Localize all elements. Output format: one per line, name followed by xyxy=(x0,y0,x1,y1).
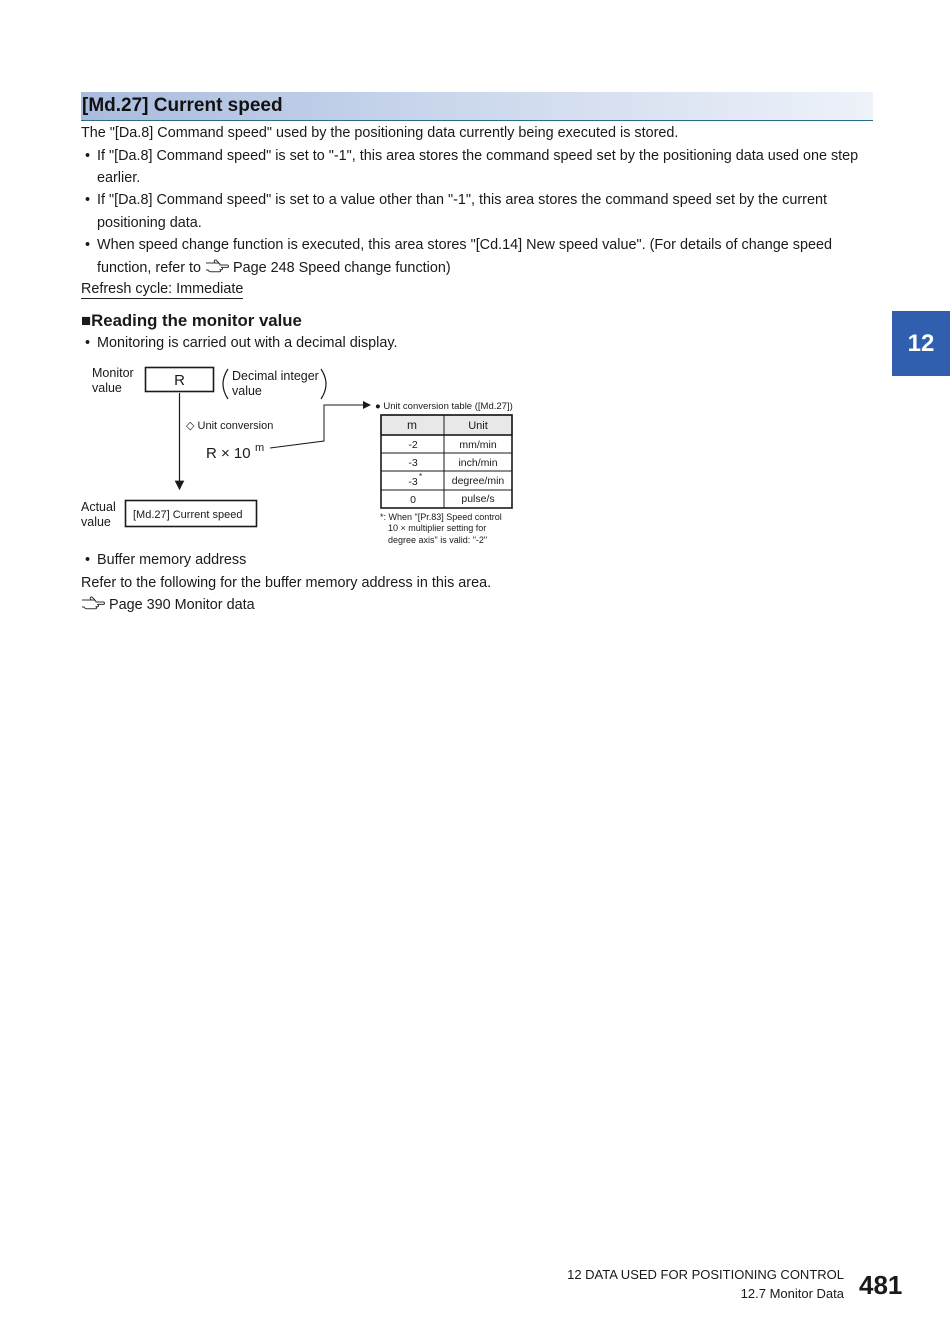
table-header-unit: Unit xyxy=(468,420,488,432)
table-footnote-3: degree axis" is valid: "-2" xyxy=(388,535,488,545)
unit-conversion-table xyxy=(381,415,512,508)
bullet-marker: • xyxy=(85,237,91,253)
bullet-1-line-2: earlier. xyxy=(97,170,141,186)
footer-chapter: 12 DATA USED FOR POSITIONING CONTROL xyxy=(567,1267,844,1282)
refresh-cycle: Refresh cycle: Immediate xyxy=(81,281,244,297)
actual-value-label-1: Actual xyxy=(81,500,116,514)
monitor-value-label-2: value xyxy=(92,381,122,395)
bullet-marker: • xyxy=(85,148,91,164)
bullet-marker: • xyxy=(85,192,91,208)
formula-exponent: m xyxy=(255,442,265,454)
monitoring-bullet: Monitoring is carried out with a decimal display. xyxy=(97,335,398,351)
right-parenthesis xyxy=(321,369,326,399)
table-cell-m: -2 xyxy=(408,439,418,451)
intro-paragraph: The "[Da.8] Command speed" used by the positioning data currently being executed is stored. xyxy=(81,125,679,141)
page-number: 481 xyxy=(859,1270,903,1300)
table-footnote-2: 10 × multiplier setting for xyxy=(388,523,487,533)
unit-conversion-label: ◇ Unit conversion xyxy=(186,420,274,432)
bullet-3-line-2 xyxy=(97,257,877,279)
formula-base: R × 10 xyxy=(206,445,251,462)
bullet-3-line-1: When speed change function is executed, this area stores "[Cd.14] New speed value". (For details of change speed xyxy=(97,237,832,253)
actual-value-label-2: value xyxy=(81,515,111,529)
bullet-1-line-1: If "[Da.8] Command speed" is set to "-1", this area stores the command speed set by the positioning data used one step xyxy=(97,148,859,164)
bullet-2-line-2: positioning data. xyxy=(97,215,202,231)
table-cell-unit: mm/min xyxy=(459,439,497,451)
bullet-3-prefix: function, refer to xyxy=(97,260,201,276)
table-cell-m: -3 xyxy=(408,476,418,488)
table-title: ● Unit conversion table ([Md.27]) xyxy=(375,401,513,412)
monitor-data-reference xyxy=(81,594,255,616)
reading-monitor-heading: ■Reading the monitor value xyxy=(81,311,302,330)
section-title: [Md.27] Current speed xyxy=(82,95,283,116)
table-connector-arrow xyxy=(270,405,370,448)
table-cell-m: -3 xyxy=(408,457,418,469)
reference-hand-icon xyxy=(81,596,105,610)
current-speed-box-label: [Md.27] Current speed xyxy=(133,509,243,521)
table-cell-m: 0 xyxy=(410,494,416,506)
table-footnote-1: *: When "[Pr.83] Speed control xyxy=(380,512,502,522)
table-cell-unit: inch/min xyxy=(458,457,498,469)
footer-section: 12.7 Monitor Data xyxy=(740,1286,844,1301)
bullet-2-line-1: If "[Da.8] Command speed" is set to a value other than "-1", this area stores the command speed set by the current xyxy=(97,192,827,208)
decimal-label-1: Decimal integer xyxy=(232,369,319,383)
speed-change-link[interactable]: Page 248 Speed change function) xyxy=(233,260,451,276)
bullet-marker: • xyxy=(85,552,91,568)
reference-hand-icon xyxy=(205,259,229,273)
table-cell-unit: degree/min xyxy=(451,475,505,487)
buffer-memory-text: Refer to the following for the buffer memory address in this area. xyxy=(81,575,492,591)
bullet-marker: • xyxy=(85,335,91,351)
unit-conversion-diagram xyxy=(0,355,560,555)
chapter-tab[interactable]: 12 xyxy=(892,311,950,376)
decimal-label-2: value xyxy=(232,384,262,398)
section-heading-bar xyxy=(81,92,873,121)
table-cell-unit: pulse/s xyxy=(461,493,495,505)
left-parenthesis xyxy=(223,369,228,399)
table-cell-footnote-mark: * xyxy=(419,472,423,481)
r-box-label: R xyxy=(174,372,185,389)
monitor-data-link[interactable]: Page 390 Monitor data xyxy=(109,597,255,613)
buffer-memory-bullet: Buffer memory address xyxy=(97,552,247,568)
monitor-value-label-1: Monitor xyxy=(92,366,134,380)
table-header-m: m xyxy=(407,418,417,432)
